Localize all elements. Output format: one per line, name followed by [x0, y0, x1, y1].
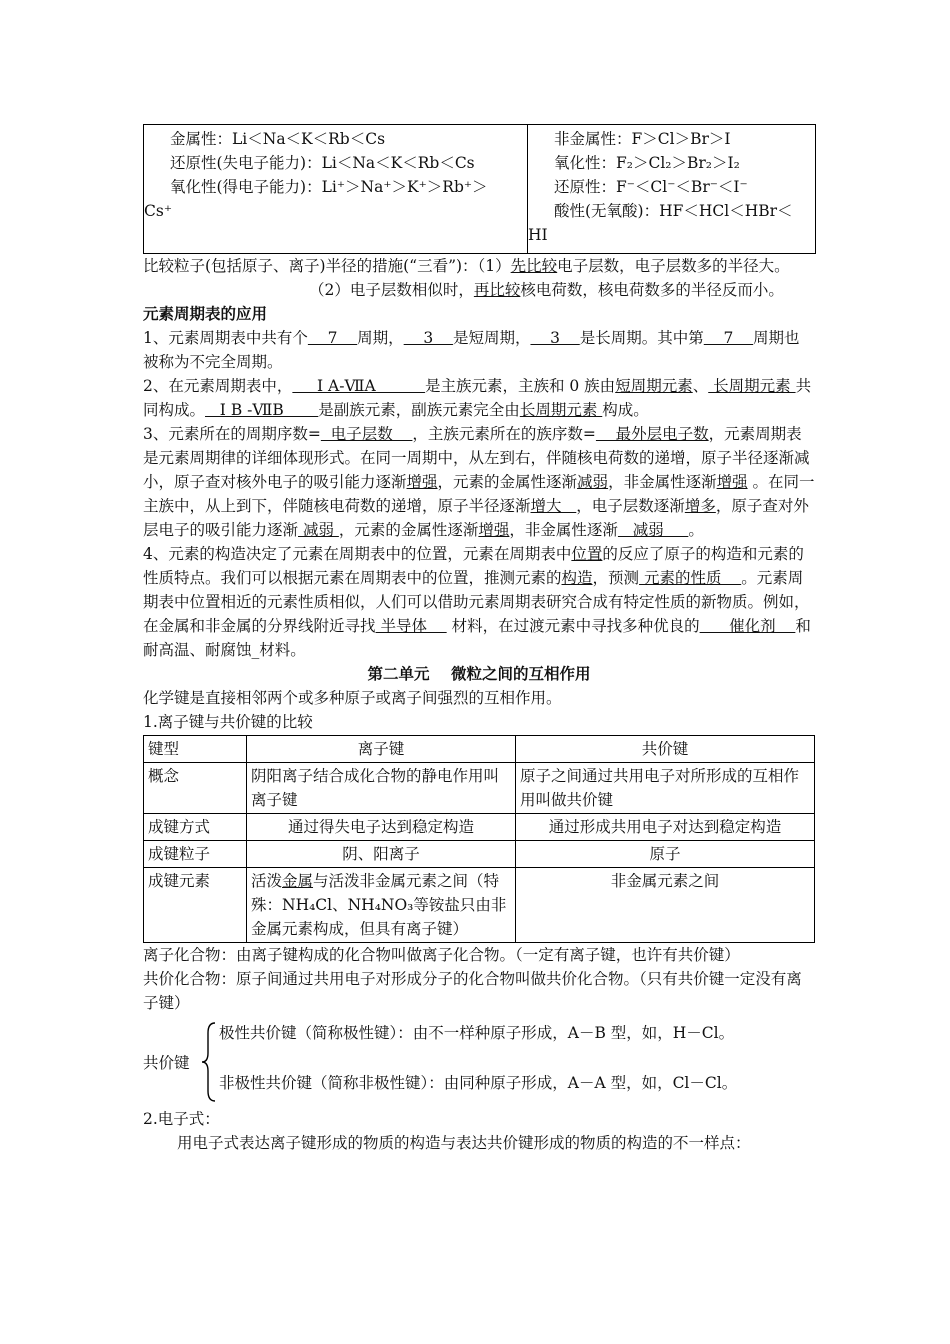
- table-cell: 非金属元素之间: [516, 868, 815, 943]
- halogen-line-4: 酸性(无氧酸)：HF＜HCl＜HBr＜: [554, 202, 793, 220]
- covalent-bond-label: 共价键: [143, 1054, 190, 1072]
- halogen-line-2: 氧化性：F₂＞Cl₂＞Br₂＞I₂: [554, 154, 740, 172]
- alkali-line-3b: Cs⁺: [144, 202, 172, 220]
- curly-brace-icon: [201, 1021, 217, 1103]
- alkali-line-2: 还原性(失电子能力)：Li＜Na＜K＜Rb＜Cs: [170, 154, 475, 172]
- table-header-row: [144, 736, 815, 763]
- table-cell: 成键粒子: [144, 841, 247, 868]
- nonpolar-bond-line: 非极性共价键（简称非极性键）：由同种原子形成，A－A 型，如，Cl－Cl。: [219, 1074, 738, 1092]
- radius-paragraph-1: 比较粒子(包括原子、离子)半径的措施(“三看”)：（1）先比较电子层数，电子层数多的半径大。: [143, 257, 790, 275]
- alkali-line-1: 金属性：Li＜Na＜K＜Rb＜Cs: [170, 130, 386, 148]
- halogen-alkali-table: [143, 124, 816, 254]
- table-row: [144, 814, 815, 841]
- electron-formula-text: 用电子式表达离子键形成的物质的构造与表达共价键形成的物质的构造的不一样点：: [177, 1134, 751, 1152]
- table-cell: 阴、阳离子: [247, 841, 516, 868]
- covalent-bond-classification: [143, 1017, 815, 1107]
- section-title-unit-two: 第二单元 微粒之间的互相作用: [367, 665, 591, 683]
- table-cell: 成键元素: [144, 868, 247, 943]
- table-row: [144, 868, 815, 943]
- halogen-line-3: 还原性：F⁻＜Cl⁻＜Br⁻＜I⁻: [554, 178, 748, 196]
- halogen-cell: [528, 125, 816, 254]
- covalent-compound-definition: 共价化合物：原子间通过共用电子对形成分子的化合物叫做共价化合物。（只有共价键一定没有离子键）: [143, 970, 802, 1012]
- table-cell: 概念: [144, 763, 247, 814]
- table-cell: 通过得失电子达到稳定构造: [247, 814, 516, 841]
- item-2: 2、在元素周期表中， Ⅰ A-ⅦA 是主族元素，主族和 0 族由短周期元素、 长周期元素 共同构成。 Ⅰ B -ⅦB 是副族元素，副族元素完全由长周期元素 构成。: [143, 377, 812, 419]
- table-cell: 通过形成共用电子对达到稳定构造: [516, 814, 815, 841]
- bond-table-title: 1.离子键与共价键的比较: [143, 713, 313, 731]
- table-cell: 原子之间通过共用电子对所形成的互相作用叫做共价键: [516, 763, 815, 814]
- table-row: [144, 763, 815, 814]
- table-header: 离子键: [247, 736, 516, 763]
- item-1: 1、元素周期表中共有个 7 周期， 3 是短周期， 3 是长周期。其中第 7 周期也被称为不完全周期。: [143, 329, 800, 371]
- document-page: [143, 124, 815, 1155]
- electron-formula-title: 2.电子式：: [143, 1110, 220, 1128]
- ionic-compound-definition: 离子化合物：由离子键构成的化合物叫做离子化合物。（一定有离子键，也许有共价键）: [143, 946, 740, 964]
- halogen-line-4b: HI: [528, 226, 548, 244]
- alkali-cell: [144, 125, 528, 254]
- polar-bond-line: 极性共价键（简称极性键）：由不一样种原子形成，A－B 型，如，H－Cl。: [219, 1024, 735, 1042]
- table-header: 共价键: [516, 736, 815, 763]
- item-4: 4、元素的构造决定了元素在周期表中的位置，元素在周期表中位置的反应了原子的构造和元素的性质特点。我们可以根据元素在周期表中的位置，推测元素的构造，预测 元素的性质 。元素周期表中位置相近的元素性质相似，人们可以借助元素周期表研究合成有特定性质的新物质。例如，在金属和非金属的分界线附近寻找 半导体 材料，在过渡元素中寻找多种优良的 催化剂 和耐高温、耐腐蚀_材料。: [143, 545, 811, 659]
- table-cell: 成键方式: [144, 814, 247, 841]
- radius-paragraph-2: （2）电子层数相似时，再比较核电荷数，核电荷数多的半径反而小。: [309, 281, 784, 299]
- table-cell: 原子: [516, 841, 815, 868]
- table-row: [144, 841, 815, 868]
- table-cell: 活泼金属与活泼非金属元素之间（特殊：NH₄Cl、NH₄NO₃等铵盐只由非金属元素构成，但具有离子键）: [247, 868, 516, 943]
- section-title-periodic-table: 元素周期表的应用: [143, 305, 268, 323]
- chemical-bond-intro: 化学键是直接相邻两个或多种原子或离子间强烈的互相作用。: [143, 689, 562, 707]
- alkali-line-3: 氧化性(得电子能力)：Li⁺＞Na⁺＞K⁺＞Rb⁺＞: [170, 178, 488, 196]
- table-header: 键型: [144, 736, 247, 763]
- table-cell: 阴阳离子结合成化合物的静电作用叫离子键: [247, 763, 516, 814]
- bond-comparison-table: [143, 735, 815, 943]
- halogen-line-1: 非金属性：F＞Cl＞Br＞I: [554, 130, 731, 148]
- item-3: 3、元素所在的周期序数= 电子层数 ，主族元素所在的族序数= 最外层电子数，元素周期表是元素周期律的详细体现形式。在同一周期中，从左到右，伴随核电荷数的递增，原子半径逐渐减小，原子查对核外电子的吸引能力逐渐增强，元素的金属性逐渐减弱，非金属性逐渐增强 。在同一主族中，从上到下，伴随核电荷数的递增，原子半径逐渐增大 ，电子层数逐渐增多，原子查对外层电子的吸引能力逐渐 减弱 ，元素的金属性逐渐增强，非金属性逐渐 减弱 。: [143, 425, 815, 539]
